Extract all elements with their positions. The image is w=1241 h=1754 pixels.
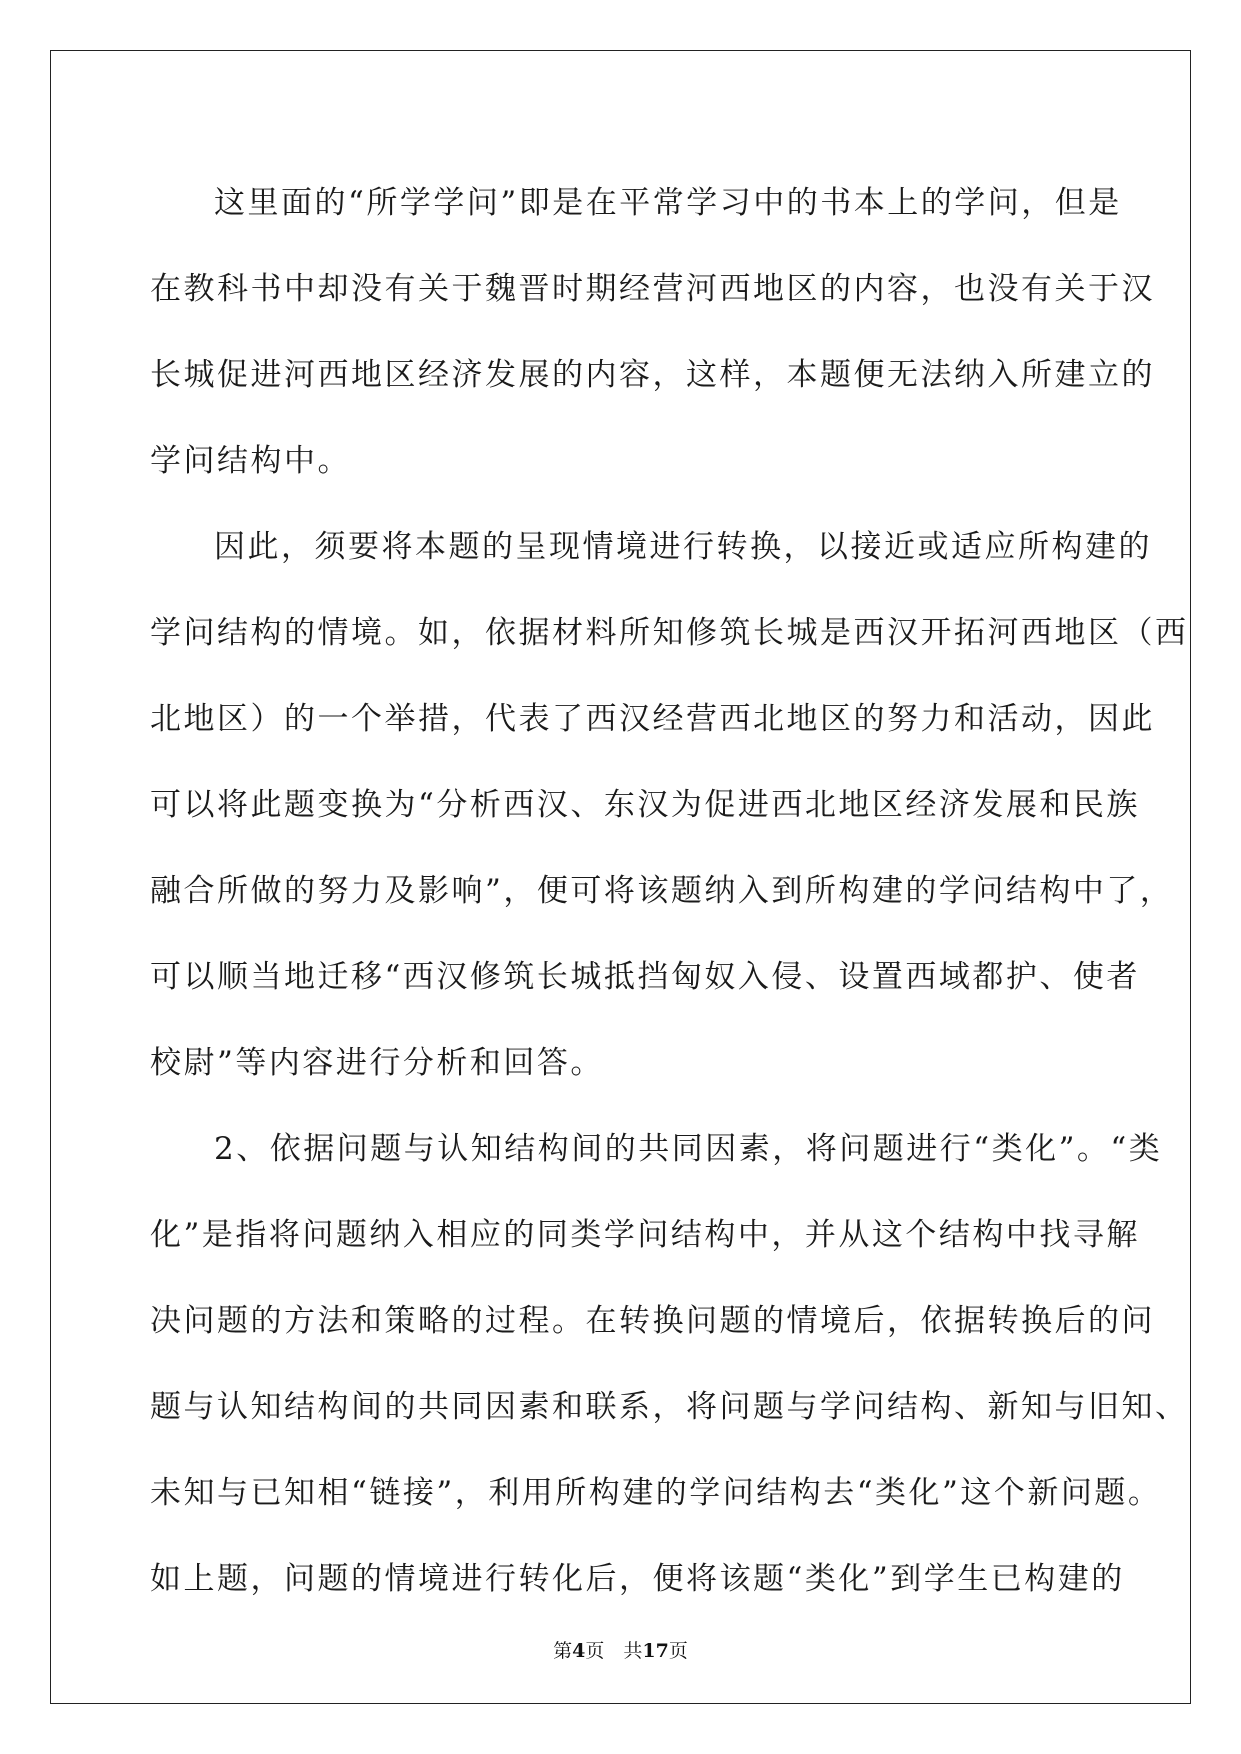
paragraph-3-line-5: 未知与已知相“链接”，利用所构建的学问结构去“类化”这个新问题。 [150,1475,1162,1511]
paragraph-3-line-2: 化”是指将问题纳入相应的同类学问结构中，并从这个结构中找寻解 [150,1217,1140,1253]
total-page-count: 17 [642,1640,669,1662]
paragraph-2-line-5: 融合所做的努力及影响”，便可将该题纳入到所构建的学问结构中了， [150,873,1174,909]
footer-mid: 页 共 [585,1640,643,1662]
paragraph-3-line-1: 2、依据问题与认知结构间的共同因素，将问题进行“类化”。“类 [214,1131,1163,1167]
footer-prefix: 第 [553,1640,573,1662]
paragraph-1-line-3: 长城促进河西地区经济发展的内容，这样，本题便无法纳入所建立的 [150,357,1155,393]
paragraph-2-line-2: 学问结构的情境。如，依据材料所知修筑长城是西汉开拓河西地区（西 [150,615,1189,651]
paragraph-2-line-3: 北地区）的一个举措，代表了西汉经营西北地区的努力和活动，因此 [150,701,1155,737]
paragraph-1-line-4: 学问结构中。 [150,443,351,479]
paragraph-2-line-7: 校尉”等内容进行分析和回答。 [150,1045,604,1081]
paragraph-2-line-4: 可以将此题变换为“分析西汉、东汉为促进西北地区经济发展和民族 [150,787,1140,823]
page-footer [0,1636,1241,1663]
paragraph-2-line-6: 可以顺当地迁移“西汉修筑长城抵挡匈奴入侵、设置西域都护、使者 [150,959,1140,995]
footer-suffix: 页 [668,1640,688,1662]
current-page-number: 4 [572,1640,586,1662]
paragraph-3-line-4: 题与认知结构间的共同因素和联系，将问题与学问结构、新知与旧知、 [150,1389,1189,1425]
paragraph-1-line-1: 这里面的“所学学问”即是在平常学习中的书本上的学问，但是 [214,185,1122,221]
document-body [150,160,1189,1622]
paragraph-1-line-2: 在教科书中却没有关于魏晋时期经营河西地区的内容，也没有关于汉 [150,271,1155,307]
paragraph-3-line-3: 决问题的方法和策略的过程。在转换问题的情境后，依据转换后的问 [150,1303,1155,1339]
paragraph-3-line-6: 如上题，问题的情境进行转化后，便将该题“类化”到学生已构建的 [150,1561,1125,1597]
paragraph-2-line-1: 因此，须要将本题的呈现情境进行转换，以接近或适应所构建的 [214,529,1152,565]
